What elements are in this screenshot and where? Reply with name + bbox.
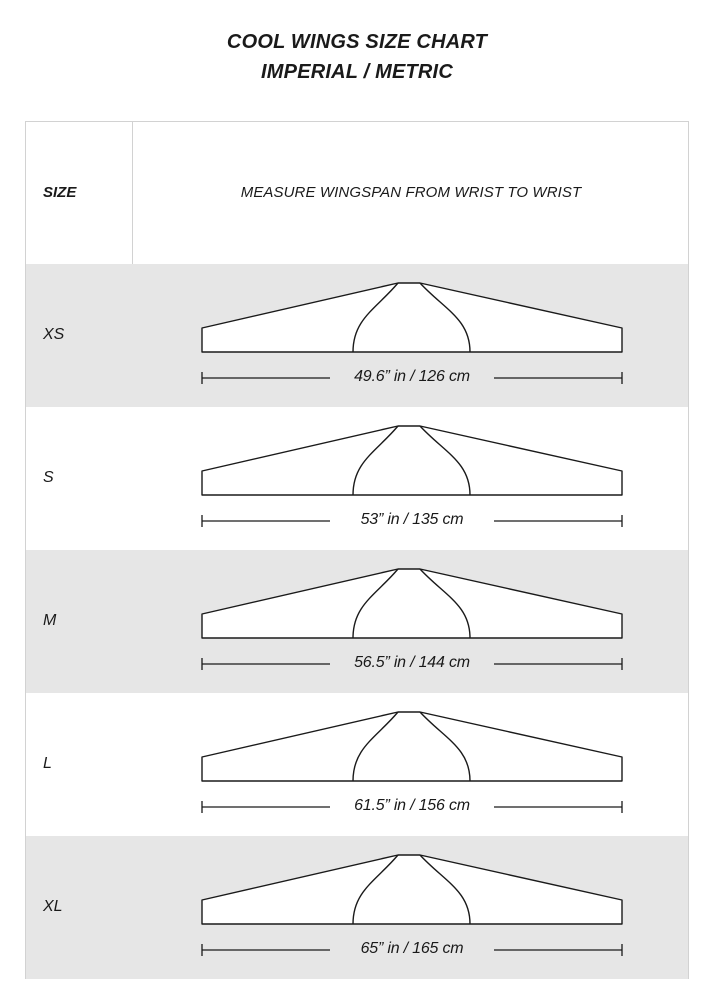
size-row-xs xyxy=(26,264,688,407)
wing-outline xyxy=(202,855,622,924)
size-label: M xyxy=(43,612,57,629)
size-row-l xyxy=(26,693,688,836)
size-row-s xyxy=(26,407,688,550)
wing-outline xyxy=(202,569,622,638)
size-label: XL xyxy=(43,898,63,915)
size-label: L xyxy=(43,755,52,772)
size-label: XS xyxy=(43,326,65,343)
wing-outline xyxy=(202,283,622,352)
chart-title: COOL WINGS SIZE CHART xyxy=(226,31,488,53)
size-column-header: SIZE xyxy=(43,184,77,201)
wingspan-measurement: 49.6” in / 126 cm xyxy=(354,368,470,385)
wingspan-measurement: 61.5” in / 156 cm xyxy=(354,797,470,814)
size-chart-table xyxy=(25,121,689,979)
wing-outline xyxy=(202,712,622,781)
size-row-m xyxy=(26,550,688,693)
size-label: S xyxy=(43,469,54,486)
wingspan-measurement: 56.5” in / 144 cm xyxy=(354,654,470,671)
wingspan-measurement: 65” in / 165 cm xyxy=(360,940,464,957)
wing-outline xyxy=(202,426,622,495)
chart-subtitle: IMPERIAL / METRIC xyxy=(261,61,453,83)
wingspan-measurement: 53” in / 135 cm xyxy=(360,511,464,528)
measure-column-header: MEASURE WINGSPAN FROM WRIST TO WRIST xyxy=(240,184,582,201)
size-row-xl xyxy=(26,836,688,979)
